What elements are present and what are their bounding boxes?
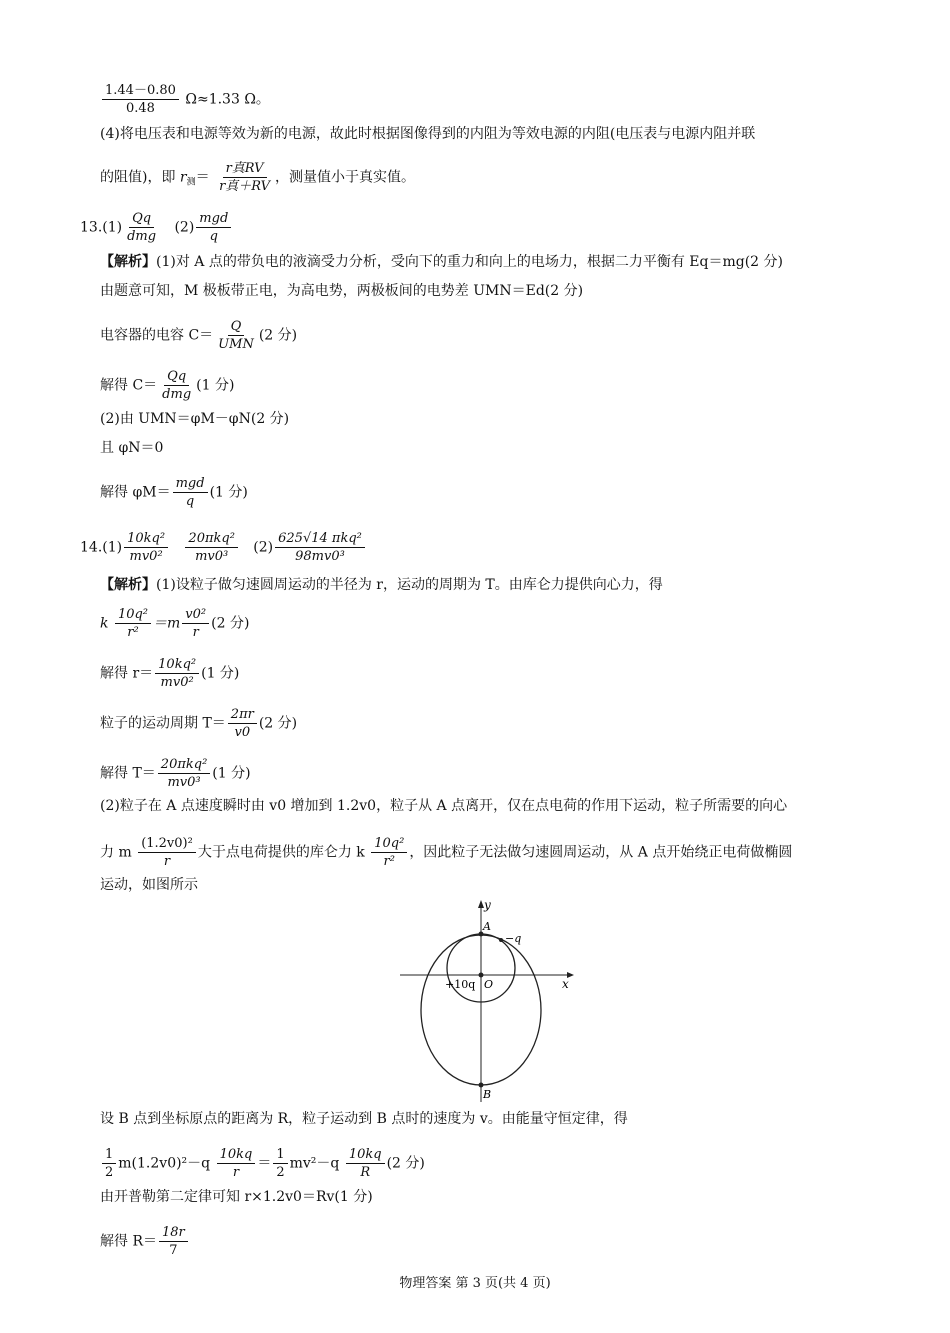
fraction [124,210,159,245]
text: (2 分) [258,715,298,732]
text: 大于点电荷提供的库仑力 k [197,844,365,861]
numerator: 10q² [115,606,151,624]
q13-analysis-5: (2)由 UMN＝φM－φN(2 分) [100,411,290,427]
equals: ＝ [195,169,210,186]
orbit-figure [395,898,575,1103]
part-label: (2) [174,219,195,236]
fraction-half [102,1146,116,1181]
symbol-r: r [179,169,187,186]
numerator: v0² [182,606,209,624]
q14-analysis-1 [100,576,663,594]
denominator: 0.48 [125,101,155,116]
numerator: (1.2v0)² [138,835,196,853]
q14-analysis-9: 设 B 点到坐标原点的距离为 R，粒子运动到 B 点时的速度为 v。由能量守恒定律，得 [100,1111,628,1127]
q14-answers [80,530,367,565]
denominator: r [163,854,171,869]
numerator: 625√14 πkq² [275,530,365,548]
numerator: 18r [159,1224,188,1242]
denominator: r [192,625,199,640]
fraction [115,606,151,641]
point-O [479,973,484,978]
text: (1 分) [201,665,240,682]
text: m(1.2v0)²－q [118,1155,211,1172]
fraction [228,706,257,741]
analysis-tag: 【解析】 [100,577,156,593]
text: ＝m [153,615,181,632]
numerator: mgd [173,475,208,493]
fraction [173,475,208,510]
denominator: mv0² [129,549,163,564]
q13-analysis-3 [100,318,297,353]
text: (1)设粒子做匀速圆周运动的半径为 r，运动的周期为 T。由库仑力提供向心力，得 [156,577,663,593]
text: 力 m [100,844,132,861]
text: 解得 T＝ [100,765,156,782]
numerator: mgd [196,210,231,228]
q13-analysis-6: 且 φN＝0 [100,440,164,456]
equals: ＝ [257,1155,272,1172]
paragraph-4-line2 [100,160,415,195]
label-x: x [562,977,569,991]
fraction [155,656,199,691]
question-number: 14.(1) [80,539,123,556]
fraction [217,1146,256,1181]
numerator: 1 [273,1146,287,1164]
text: 的阻值)，即 [100,169,176,186]
text: 解得 C＝ [100,377,158,394]
paragraph-4-line1: (4)将电压表和电源等效为新的电源，故此时根据图像得到的内阻为等效电源的内阻(电压表与电源内阻并联 [100,126,756,142]
question-number: 13.(1) [80,219,123,236]
label-y: y [484,898,491,912]
denominator: 2 [276,1165,285,1180]
text: (1 分) [196,377,235,394]
denominator: 2 [105,1165,114,1180]
denominator: UMN [218,337,254,352]
denominator: mv0² [160,675,194,690]
q14-analysis-11: 由开普勒第二定律可知 r×1.2v0＝Rv(1 分) [100,1189,373,1205]
q13-analysis-4 [100,368,234,403]
q14-analysis-12 [100,1224,190,1259]
numerator: r真RV [223,160,267,178]
denominator: q [209,229,218,244]
text: 电容器的电容 C＝ [100,327,214,344]
fraction [124,530,168,565]
particle-dot [499,938,503,942]
numerator: 10kq² [155,656,199,674]
label-B: B [483,1088,492,1101]
q14-analysis-2 [100,606,249,641]
label-10q: +10q [445,978,476,991]
text: 解得 r＝ [100,665,154,682]
numerator: 10kq [346,1146,385,1164]
q14-analysis-4 [100,706,297,741]
fraction-half [273,1146,287,1181]
denominator: q [185,494,195,509]
text: ，因此粒子无法做匀速圆周运动，从 A 点开始绕正电荷做椭圆 [409,844,793,861]
denominator: r真＋RV [219,179,271,194]
text: 解得 R＝ [100,1233,157,1250]
fraction [159,368,194,403]
numerator: Q [228,318,245,336]
text: ，测量值小于真实值。 [275,169,416,186]
numerator: 2πr [228,706,257,724]
label-O: O [484,978,494,991]
numerator: 1.44－0.80 [102,82,179,100]
denominator: mv0³ [195,549,229,564]
denominator: mv0³ [167,775,201,790]
text: (2 分) [258,327,298,344]
fraction [371,835,407,870]
denominator: v0 [234,725,251,740]
denominator: R [360,1165,371,1180]
subscript: 测 [186,177,196,188]
point-B [479,1083,484,1088]
resistance-result [100,82,270,117]
q13-answers [80,210,233,245]
text: 粒子的运动周期 T＝ [100,715,226,732]
q13-analysis-7 [100,475,248,510]
numerator: 10kq² [124,530,168,548]
fraction [159,1224,188,1259]
fraction [158,756,211,791]
text: mv²－q [289,1155,340,1172]
fraction [216,160,273,195]
numerator: 20πkq² [185,530,238,548]
denominator: r² [383,854,395,869]
denominator: dmg [162,387,192,402]
numerator: Qq [129,210,154,228]
fraction [138,835,196,870]
text: (1)对 A 点的带负电的液滴受力分析，受向下的重力和向上的电场力，根据二力平衡有 Eq＝mg(2 分) [156,254,783,270]
fraction [185,530,238,565]
text: 解得 φM＝ [100,484,171,501]
label-q: −q [505,932,522,945]
numerator: 10kq [217,1146,256,1164]
analysis-tag: 【解析】 [100,254,156,270]
text: (1 分) [209,484,248,501]
q14-analysis-6: (2)粒子在 A 点速度瞬时由 v0 增加到 1.2v0，粒子从 A 点离开，仅在点电荷的作用下运动，粒子所需要的向心 [100,798,788,814]
fraction [215,318,257,353]
part-label: (2) [253,539,274,556]
numerator: 10q² [371,835,407,853]
numerator: 1 [102,1146,116,1164]
q13-analysis-1 [100,253,783,271]
numerator: Qq [164,368,189,386]
denominator: 98mv0³ [295,549,345,564]
fraction [102,82,179,117]
text: (1 分) [212,765,251,782]
text: (2 分) [211,615,250,632]
symbol-k: k [100,615,109,632]
q14-analysis-8: 运动，如图所示 [100,877,198,893]
label-A: A [483,920,491,933]
denominator: dmg [127,229,157,244]
q14-analysis-10 [100,1146,425,1181]
fraction [196,210,231,245]
fraction [346,1146,385,1181]
page-footer: 物理答案 第 3 页(共 4 页) [399,1276,551,1291]
q13-analysis-2: 由题意可知，M 极板带正电，为高电势，两极板间的电势差 UMN＝Ed(2 分) [100,283,584,299]
fraction [182,606,209,641]
denominator: 7 [169,1243,178,1258]
result-tail: Ω≈1.33 Ω。 [185,91,270,108]
denominator: r² [127,625,139,640]
fraction [275,530,365,565]
denominator: r [232,1165,240,1180]
text: (2 分) [386,1155,425,1172]
q14-analysis-7 [100,835,792,870]
numerator: 20πkq² [158,756,211,774]
q14-analysis-3 [100,656,239,691]
q14-analysis-5 [100,756,251,791]
